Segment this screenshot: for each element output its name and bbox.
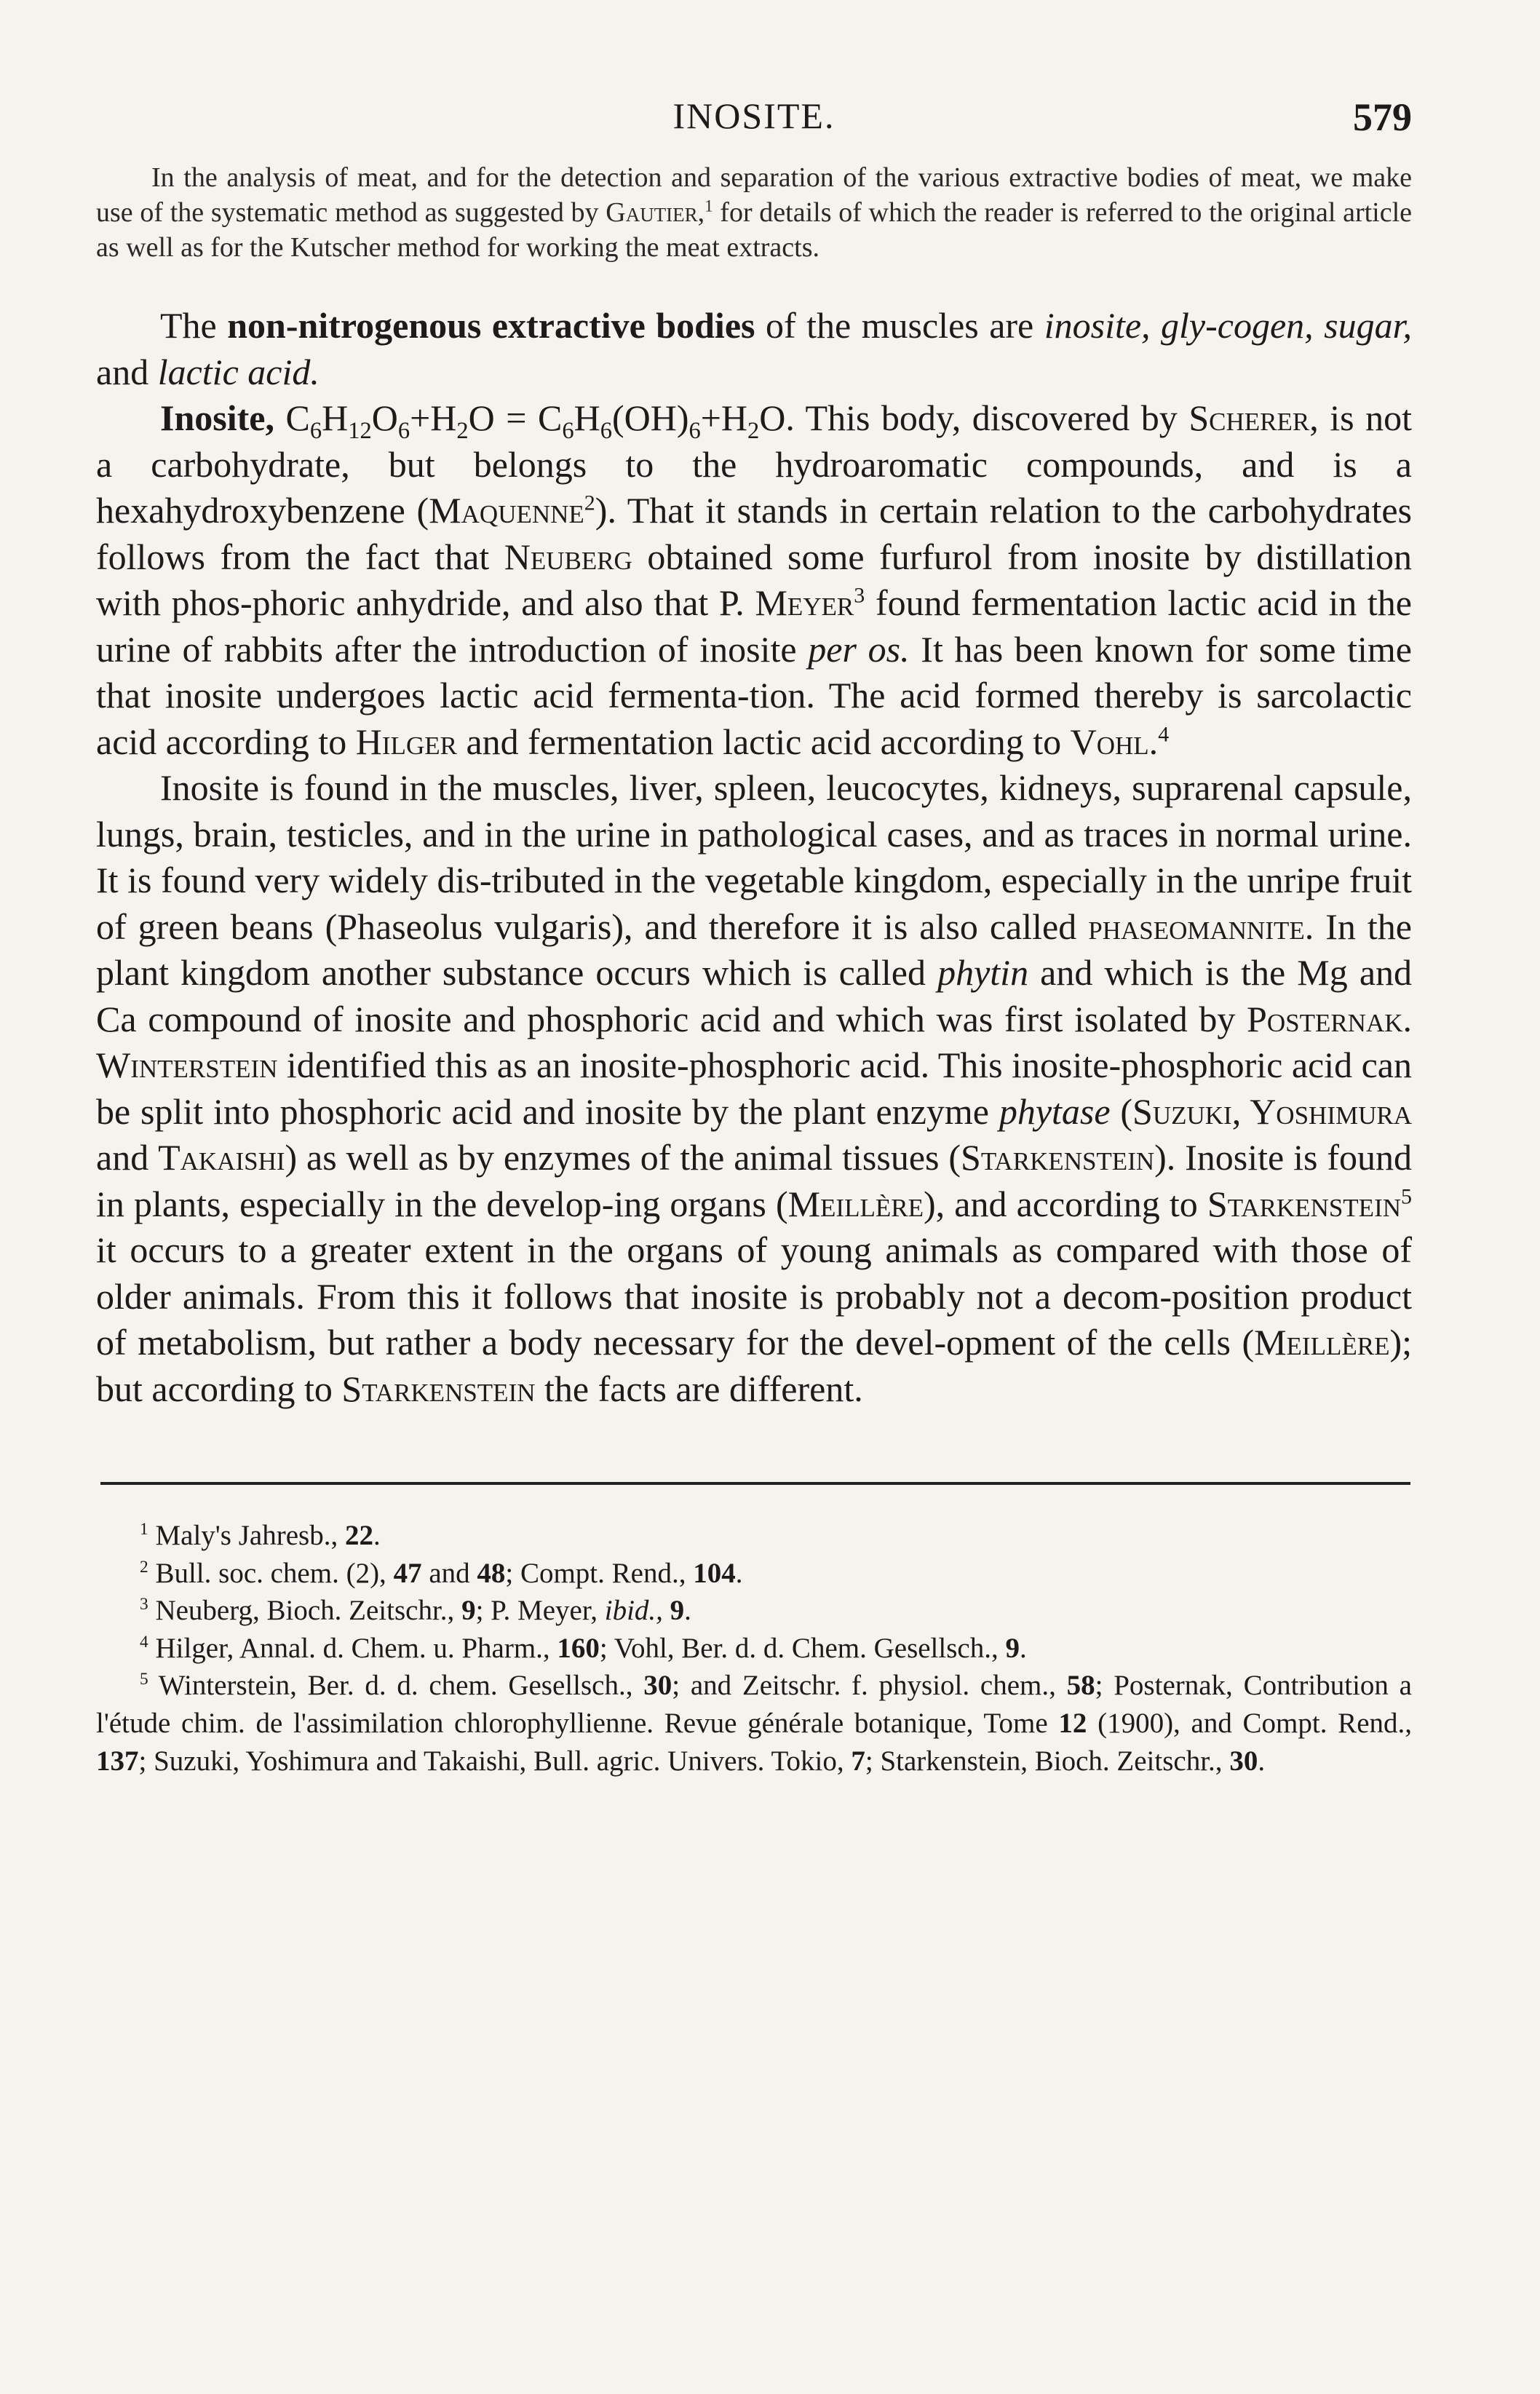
- author-meillere: Meillère: [787, 1183, 924, 1224]
- italic-term: inosite, gly-cogen, sugar,: [1044, 305, 1412, 346]
- footnote-1: $^1$ Maly's Jahresb., 22.: [140, 1520, 381, 1551]
- footnote-divider: [100, 1482, 1410, 1485]
- running-header: [96, 87, 1412, 160]
- text: ) as well as by enzymes of the animal tissues (: [285, 1137, 961, 1178]
- author-suzuki-yoshimura: Suzuki, Yoshimura: [1132, 1090, 1412, 1132]
- text: In the analysis of meat, and for the detection and separation of the various extractive bodies of meat, we make use of the systematic method as suggested by: [96, 162, 1412, 228]
- text: identified this as an inosite-phosphoric acid. This inosite-phosphoric acid can be split into phosphoric acid and inosite by the plant enzyme: [96, 1045, 1412, 1132]
- author-takaishi: Takaishi: [158, 1137, 285, 1178]
- author-starkenstein: Starkenstein: [1207, 1183, 1401, 1224]
- footnote-4: $^4$ Hilger, Annal. d. Chem. u. Pharm., 160; Vohl, Ber. d. d. Chem. Gesellsch., 9.: [140, 1632, 1027, 1664]
- text: It has been known for some time that inosite undergoes lactic acid fermenta-tion. The acid formed thereby is sarcolactic acid according to: [96, 628, 1412, 762]
- author-posternak: Posternak.: [1247, 998, 1412, 1039]
- footnote-ref: 3: [854, 583, 865, 608]
- author-meyer: Meyer: [755, 582, 854, 623]
- chemical-formula: $C_6H_{12}O_6+H_2O = C_6H_6(OH)_6+H_2O$.: [285, 397, 795, 444]
- author-hilger: Hilger: [355, 721, 457, 762]
- author-scherer: Scherer,: [1188, 397, 1319, 438]
- italic-term: per os.: [808, 628, 910, 670]
- text: and fermentation lactic acid according to: [456, 721, 1071, 762]
- text: is not a carbohydrate, but belongs to the hydroaromatic compounds, and is a hexahydroxybenzene (: [96, 397, 1413, 531]
- footnote-2: $^2$ Bull. soc. chem. (2), 47 and 48; Compt. Rend., 104.: [140, 1557, 743, 1589]
- intro-paragraph: [96, 160, 1412, 265]
- text: and which is the Mg and Ca compound of inosite and phosphoric acid and which was first isolated by: [96, 952, 1413, 1039]
- paragraph-occurrence: Inosite is found in the muscles, liver, spleen, leucocytes, kidneys, suprarenal capsule, lungs, brain, testicles, and in the urine in pathological cases, and as traces in normal urine. It is found very widely dis-tributed in the vegetable kingdom, especially in the unripe fruit of green beans (Phaseolus vulgaris), and therefore it is also called phaseomannite. In the plant kingdom another substance occurs which is called phytin and which is the Mg and Ca compound of inosite and phosphoric acid and which was first isolated by Posternak. Winterstein identified this as an inosite-phosphoric acid. This inosite-phosphoric acid can be split into phosphoric acid and inosite by the plant enzyme phytase (Suzuki, Yoshimura and Takaishi) as well as by enzymes of the animal tissues (Starkenstein). Inosite is found in plants, especially in the develop-ing organs (Meillère), and according to Starkenstein$^5$ it occurs to a greater extent in the organs of young animals as compared with those of older animals. From this it follows that inosite is probably not a decom-position product of metabolism, but rather a body necessary for the devel-opment of the cells (Meillère); but according to Starkenstein the facts are different.: [96, 767, 1413, 1409]
- text: of the muscles are: [755, 305, 1044, 346]
- footnote-5: $^5$ Winterstein, Ber. d. d. chem. Gesellsch., 30; and Zeitschr. f. physiol. chem., 58; Posternak, Contribution a l'étude chim. de l'assimilation chlorophyllienne. Revue générale botanique, Tome 12 (1900), and Compt. Rend., 137; Suzuki, Yoshimura and Takaishi, Bull. agric. Univers. Tokio, 7; Starkenstein, Bioch. Zeitschr., 30.: [96, 1670, 1412, 1777]
- text: ), and according to: [923, 1183, 1207, 1224]
- italic-term: phytin: [937, 952, 1029, 993]
- text: for details of which the reader is referred to the original article as well as for the Kutscher method for working the meat extracts.: [96, 197, 1413, 263]
- text: ). Inosite is found in plants, especially in the develop-ing organs (: [96, 1137, 1412, 1224]
- text: ). That it stands in certain relation to the carbohydrates follows from the fact that: [96, 490, 1412, 577]
- author-meillere: Meillère: [1254, 1322, 1390, 1363]
- italic-term: lactic acid.: [157, 351, 319, 392]
- text: the facts are different.: [535, 1368, 863, 1409]
- text: obtained some furfurol from inosite by distillation with phos-phoric anhydride, and also that P.: [96, 536, 1412, 623]
- author-maquenne: Maquenne: [429, 490, 584, 531]
- author-starkenstein: Starkenstein: [341, 1368, 536, 1409]
- author-neuberg: Neuberg: [504, 536, 632, 577]
- author-starkenstein: Starkenstein: [961, 1137, 1155, 1178]
- bold-term: non-nitrogenous extractive bodies: [227, 305, 755, 346]
- paragraph-inosite: [96, 395, 1412, 765]
- text: and: [96, 351, 158, 392]
- page-number: 579: [1353, 95, 1412, 139]
- page: [96, 87, 1412, 1780]
- term-phaseomannite: phaseomannite.: [1088, 905, 1314, 947]
- author-winterstein: Winterstein: [96, 1045, 278, 1085]
- running-title: INOSITE.: [672, 95, 836, 136]
- author-vohl: Vohl.: [1070, 721, 1159, 762]
- text: Inosite is found in the muscles, liver, spleen, leucocytes, kidneys, suprarenal capsule, lungs, brain, testicles, and in the urine in pathological cases, and as traces in normal urine. It is found very widely dis-tributed in the vegetable kingdom, especially in the unripe fruit of green beans (Phaseolus vulgaris), and therefore it is also called: [96, 767, 1412, 947]
- text: found fermentation lactic acid in the urine of rabbits after the introduction of inosite: [96, 582, 1412, 670]
- text: The: [160, 305, 228, 346]
- footnote-3: $^3$ Neuberg, Bioch. Zeitschr., 9; P. Meyer, ibid., 9.: [140, 1595, 691, 1627]
- text: it occurs to a greater extent in the organs of young animals as compared with those of older animals. From this it follows that inosite is probably not a decom-position product of metabolism, but rather a body necessary for the devel-opment of the cells (: [96, 1229, 1412, 1363]
- author-gautier: Gautier,: [606, 197, 705, 228]
- footnote-ref: 2: [584, 491, 595, 515]
- text: ); but according to: [96, 1322, 1412, 1409]
- footnote-ref: 5: [1401, 1184, 1412, 1208]
- footnote-ref: 1: [704, 197, 713, 215]
- text: In the plant kingdom another substance occurs which is called: [96, 905, 1412, 993]
- paragraph-nonnitrogenous: [96, 303, 1412, 395]
- italic-term: phytase: [999, 1090, 1111, 1132]
- text: This body, discovered by: [794, 397, 1189, 438]
- section-term-inosite: Inosite,: [160, 397, 274, 438]
- footnotes: [96, 1517, 1412, 1780]
- footnote-ref: 4: [1158, 721, 1170, 746]
